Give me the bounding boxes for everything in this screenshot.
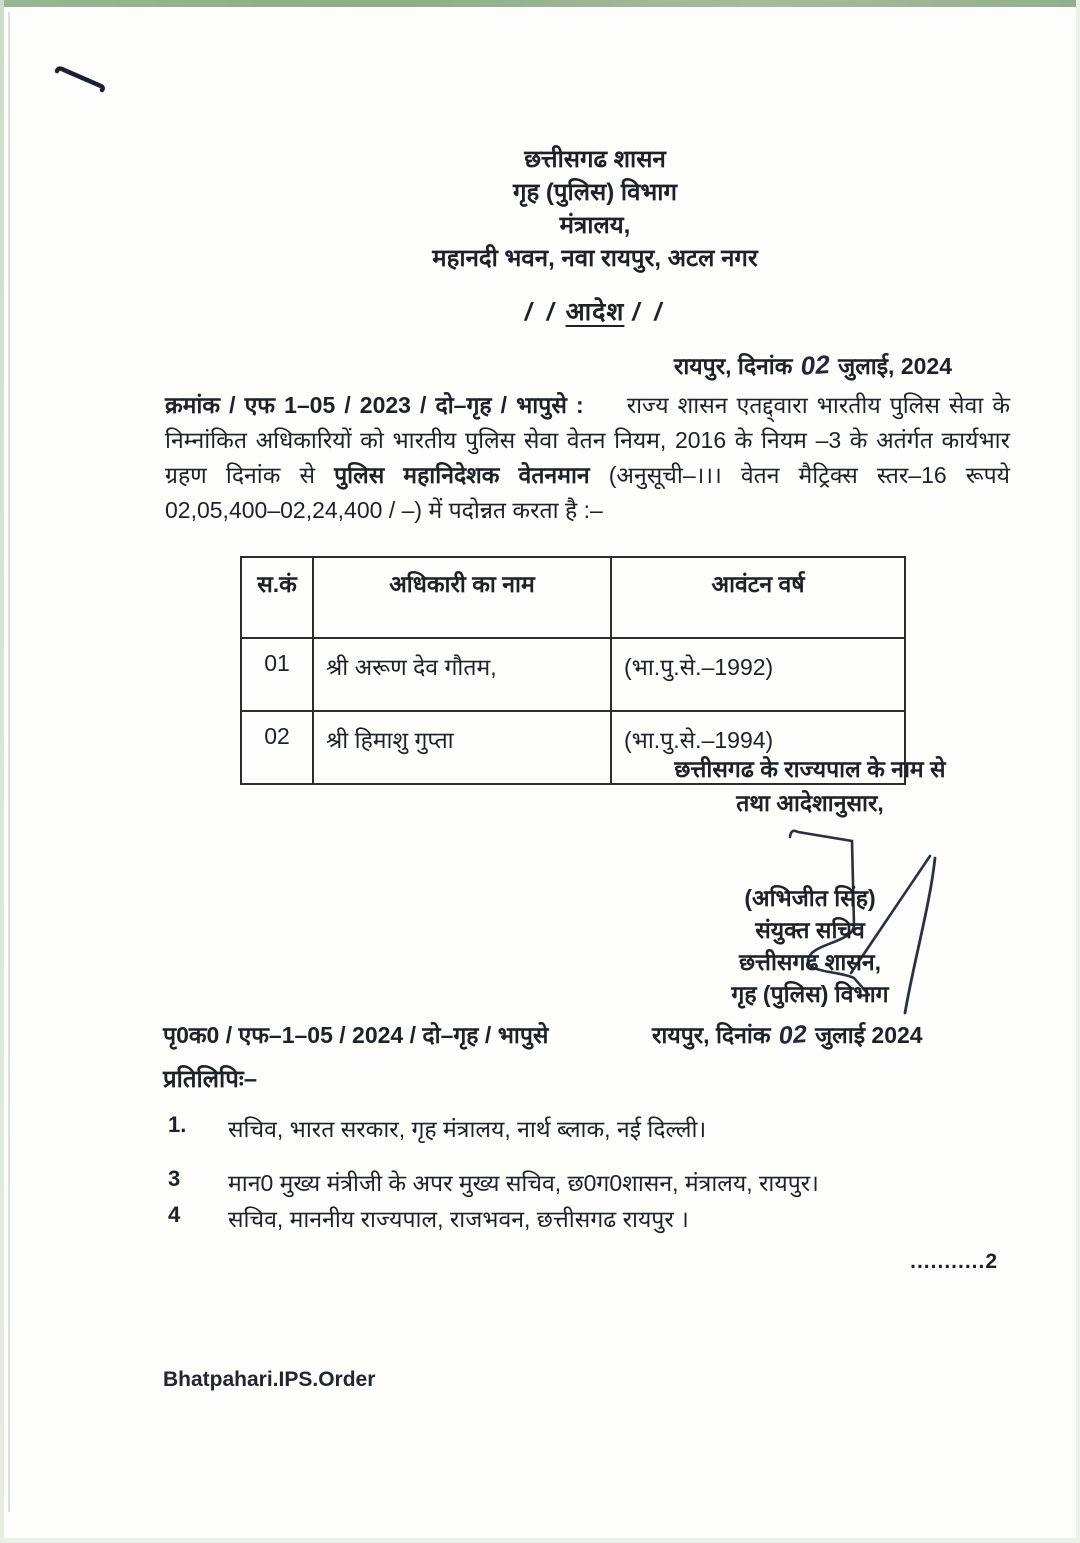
page-edge-shadow (8, 12, 10, 1512)
by-order-line-1: छत्तीसगढ के राज्यपाल के नाम से (674, 756, 946, 782)
continuation-page-ref: ...........2 (910, 1250, 998, 1273)
table-header-row (241, 557, 905, 638)
officer-name-cell: श्री हिमाशु गुप्ता (313, 711, 611, 784)
scan-edge-left (0, 0, 4, 1543)
order-title-text: आदेश (565, 298, 625, 326)
by-order-line-2: तथा आदेशानुसार, (736, 790, 884, 816)
col-header-serial: स.कं (241, 557, 313, 638)
department-name: गृह (पुलिस) विभाग (512, 179, 678, 206)
scan-edge-bottom (0, 1538, 1080, 1543)
by-order-block (620, 752, 1000, 820)
copy-item-text: सचिव, भारत सरकार, गृह मंत्रालय, नार्थ ब्लाक, नई दिल्ली। (228, 1116, 707, 1142)
signatory-block (650, 882, 970, 1010)
order-heading (150, 294, 1040, 328)
issue-date-suffix: जुलाई, 2024 (838, 353, 952, 379)
handwritten-day: 02 (799, 349, 832, 381)
endorsement-reference: पृ0क0 / एफ–1–05 / 2024 / दो–गृह / भापुसे (163, 1022, 549, 1048)
allotment-year-cell: (भा.पु.से.–1994) (611, 711, 905, 784)
issue-date-line (674, 349, 952, 381)
govt-name: छत्तीसगढ शासन (524, 146, 666, 173)
body-line-3: ग्रहण दिनांक से पुलिस महानिदेशक वेतनमान (अनुसूची–।।। वेतन मैट्रिक्स स्तर–16 रूपये (165, 462, 1011, 488)
file-name-label: Bhatpahari.IPS.Order (163, 1368, 376, 1391)
order-body-paragraph (165, 388, 1010, 528)
officer-name-cell: श्री अरूण देव गौतम, (313, 638, 611, 711)
body-line-1: क्रमांक / एफ 1–05 / 2023 / दो–गृह / भापुसे : राज्य शासन एतद्द्वारा भारतीय पुलिस सेवा के (165, 392, 1011, 418)
allotment-year-cell: (भा.पु.से.–1992) (611, 638, 905, 711)
endorsement-date-prefix: रायपुर, दिनांक (652, 1022, 771, 1048)
signatory-org-line-2: गृह (पुलिस) विभाग (731, 981, 889, 1007)
copy-to-label: प्रतिलिपिः– (163, 1066, 258, 1093)
officers-table (240, 556, 906, 785)
order-slash-left: / / (524, 298, 558, 326)
endorsement-date-suffix: जुलाई 2024 (815, 1022, 923, 1048)
pen-mark (45, 58, 125, 103)
endorsement-date-line (652, 1018, 923, 1050)
handwritten-day: 02 (777, 1020, 809, 1050)
col-header-officer-name: अधिकारी का नाम (313, 557, 611, 638)
ministry-line: मंत्रालय, (559, 212, 631, 239)
signatory-org-line-1: छत्तीसगढ शासन, (738, 949, 882, 975)
order-slash-right: / / (632, 298, 666, 326)
issue-date-prefix: रायपुर, दिनांक (673, 353, 793, 379)
copy-item-text: सचिव, माननीय राज्यपाल, राजभवन, छत्तीसगढ रायपुर । (228, 1206, 689, 1232)
signatory-designation: संयुक्त सचिव (755, 917, 865, 943)
copy-item-number: 4 (168, 1202, 181, 1227)
body-line-2: निम्नांकित अधिकारियों को भारतीय पुलिस सेवा वेतन नियम, 2016 के नियम –3 के अतंर्गत कार्यभार (165, 427, 1010, 453)
pay-scale-bold: पुलिस महानिदेशक वेतनमान (334, 462, 590, 488)
col-header-allotment-year: आवंटन वर्ष (611, 557, 905, 638)
copy-item-number: 3 (168, 1166, 181, 1191)
scan-edge-right (1076, 0, 1080, 1543)
letterhead (150, 143, 1040, 275)
table-row (241, 638, 905, 711)
scan-edge-top (0, 0, 1080, 7)
body-line-4: 02,05,400–02,24,400 / –) में पदोन्नत करता है :– (165, 497, 603, 523)
copy-item-text: मान0 मुख्य मंत्रीजी के अपर मुख्य सचिव, छ0ग0शासन, मंत्रालय, रायपुर। (228, 1170, 819, 1196)
copy-item-number: 1. (168, 1112, 187, 1137)
serial-cell: 02 (241, 711, 313, 784)
signatory-name: (अभिजीत सिंह) (744, 885, 876, 911)
serial-cell: 01 (241, 638, 313, 711)
address-line: महानदी भवन, नवा रायपुर, अटल नगर (432, 245, 758, 272)
reference-number: क्रमांक / एफ 1–05 / 2023 / दो–गृह / भापुसे : (165, 392, 584, 418)
